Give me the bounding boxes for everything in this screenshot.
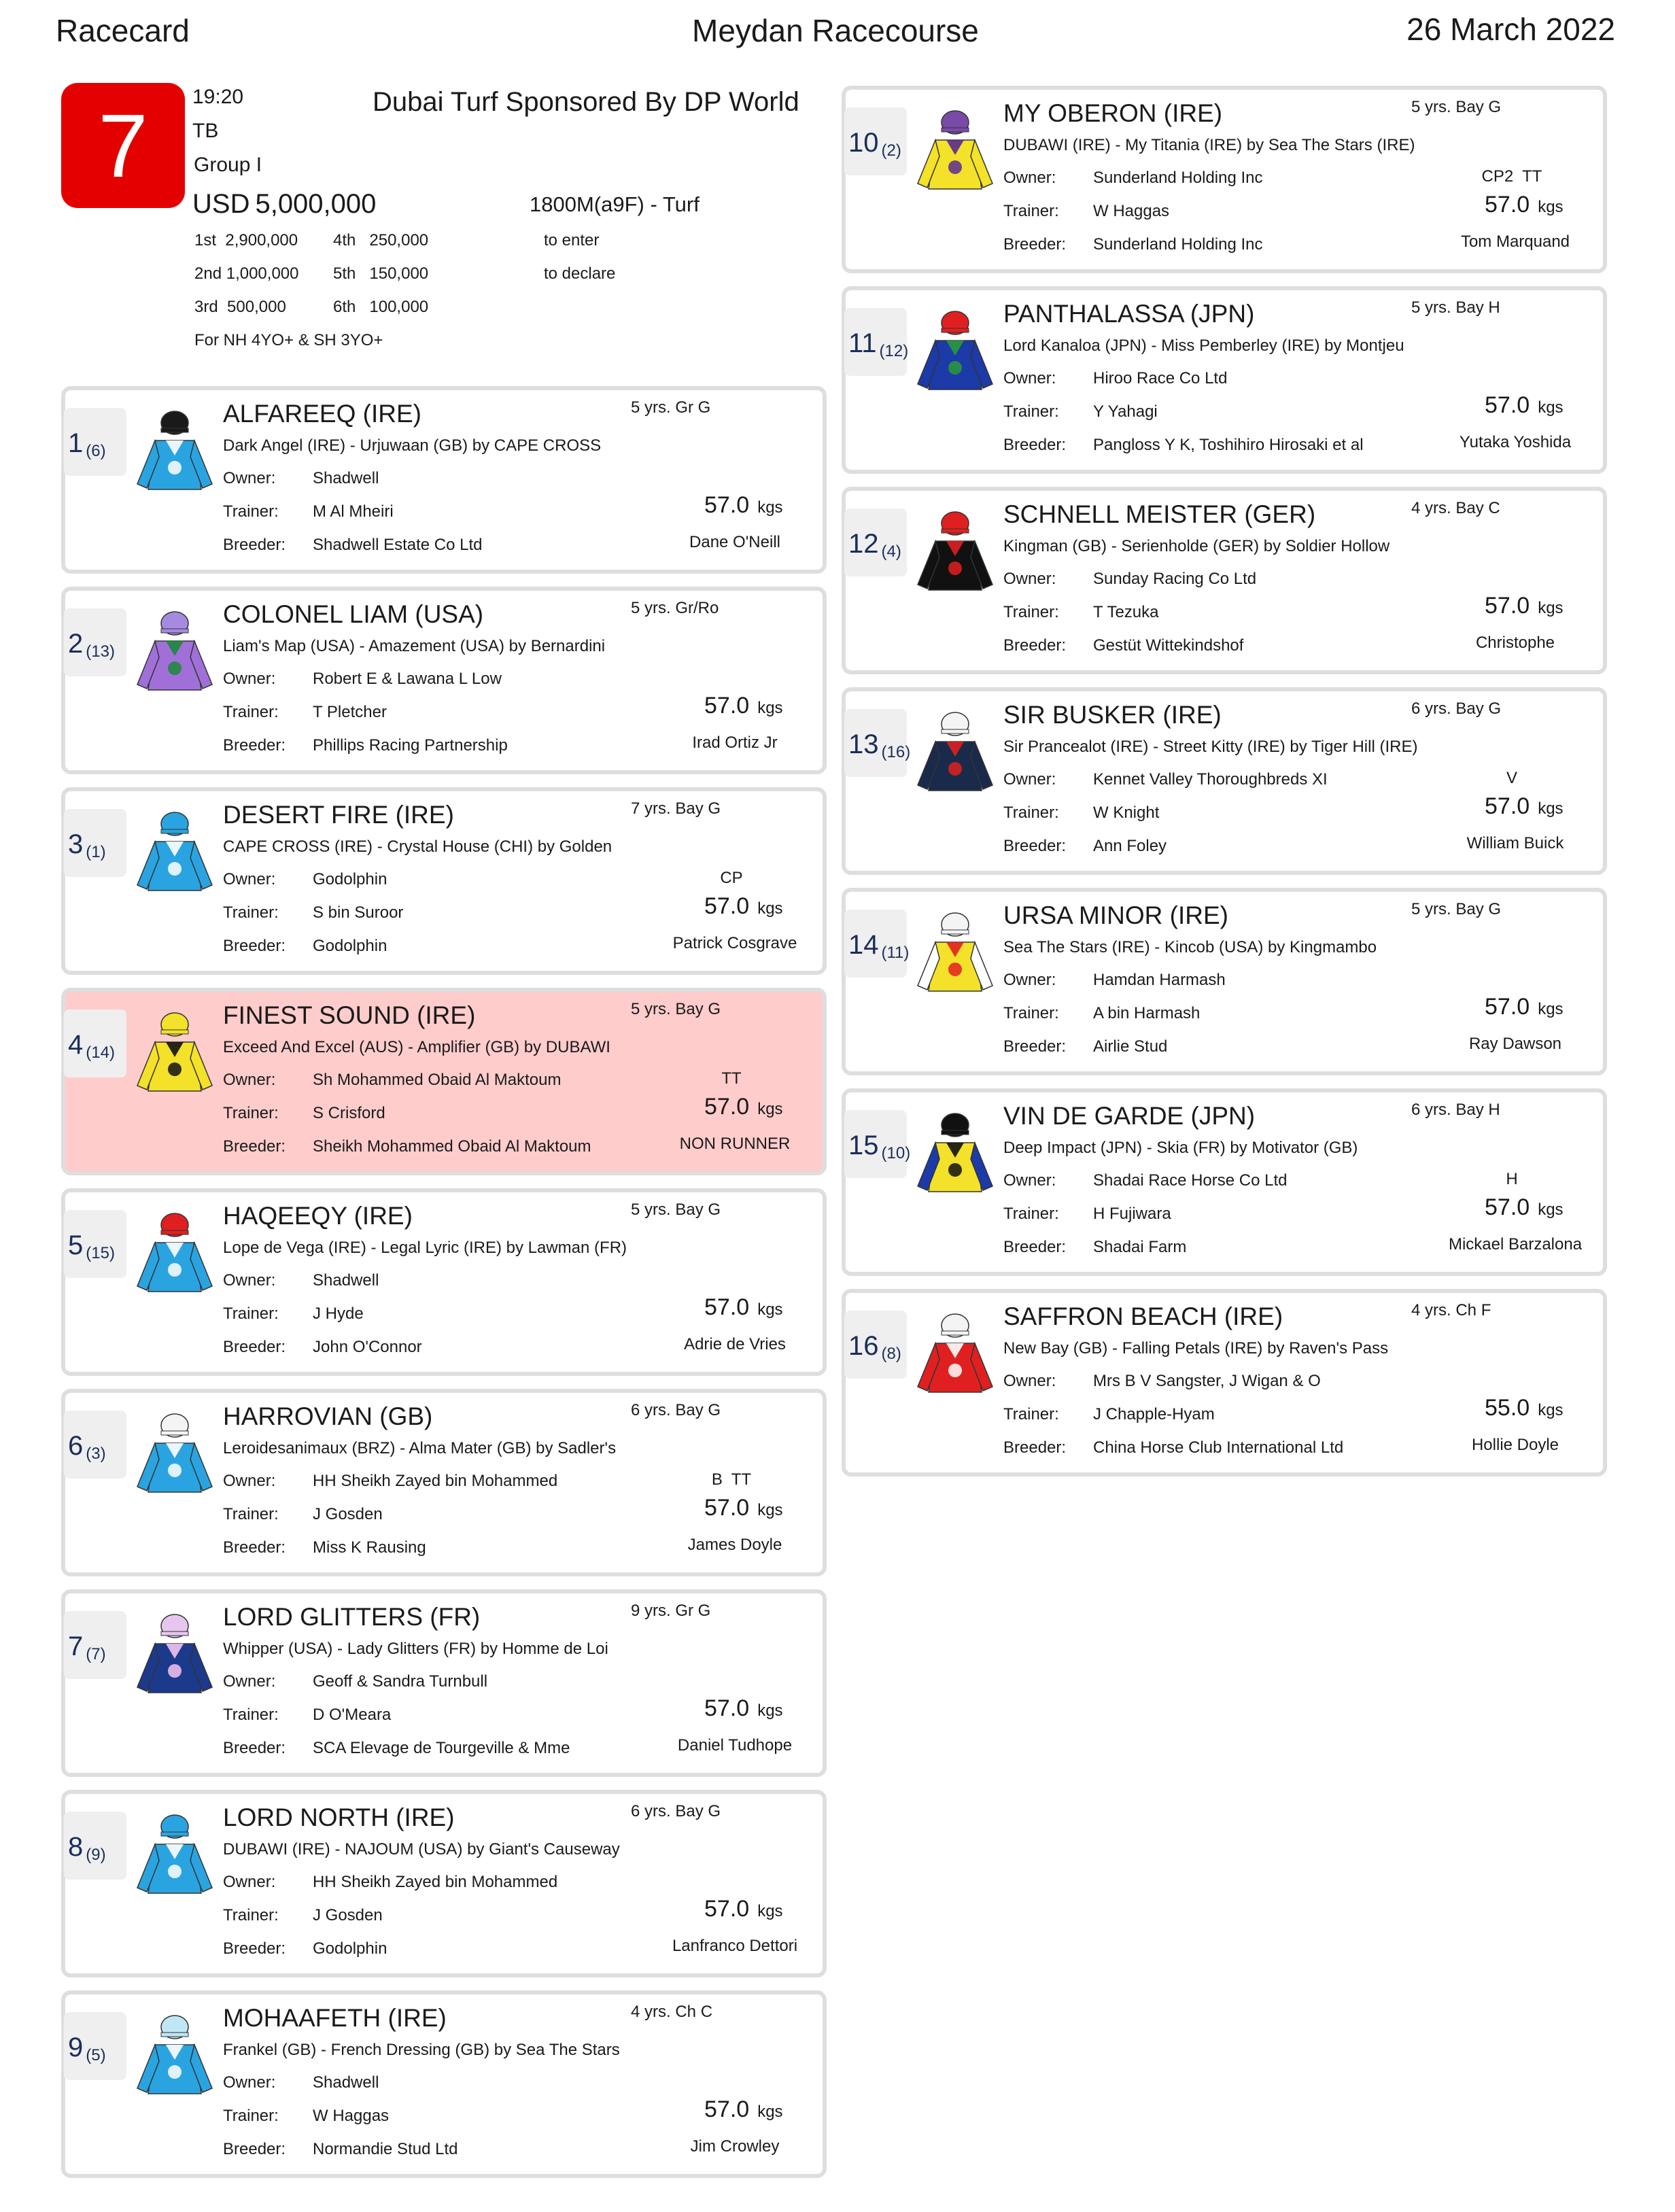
- horse-age-sex: 6 yrs. Bay G: [631, 1401, 721, 1419]
- draw-number: (3): [86, 1445, 106, 1463]
- runner-card[interactable]: [842, 1088, 1607, 1276]
- breeder-value: Gestüt Wittekindshof: [1093, 636, 1244, 655]
- weight: 57.0 kgs: [704, 2096, 783, 2122]
- weight: 57.0 kgs: [1485, 192, 1564, 218]
- jockey-silks-icon: [912, 709, 998, 808]
- horse-age-sex: 5 yrs. Gr G: [631, 398, 711, 417]
- owner-label: Owner:: [223, 870, 276, 888]
- jockey-name: Jim Crowley: [690, 2137, 780, 2156]
- draw-number: (2): [881, 141, 901, 160]
- weight-unit: kgs: [1538, 799, 1564, 818]
- pedigree: Liam's Map (USA) - Amazement (USA) by Bernardini: [223, 637, 606, 655]
- pedigree: Frankel (GB) - French Dressing (GB) by Sea The Stars: [223, 2041, 620, 2059]
- pedigree: Leroidesanimaux (BRZ) - Alma Mater (GB) by Sadler's: [223, 1439, 617, 1457]
- jockey-silks-icon: [132, 1009, 218, 1109]
- pedigree: Deep Impact (JPN) - Skia (FR) by Motivator (GB): [1003, 1139, 1358, 1157]
- breeder-label: Breeder:: [1003, 436, 1067, 454]
- prize-3: 3rd 500,000: [194, 298, 286, 316]
- owner-label: Owner:: [223, 1472, 276, 1490]
- breeder-value: Sheikh Mohammed Obaid Al Maktoum: [313, 1137, 591, 1156]
- jockey-name: Hollie Doyle: [1471, 1436, 1559, 1454]
- owner-value: Shadwell: [313, 2073, 379, 2092]
- racecard-title: Racecard: [56, 13, 190, 48]
- trainer-label: Trainer:: [1003, 1205, 1059, 1223]
- breeder-value: China Horse Club International Ltd: [1093, 1438, 1344, 1457]
- runner-card[interactable]: [61, 386, 827, 574]
- jockey-name: James Doyle: [687, 1536, 782, 1554]
- weight: 57.0 kgs: [1485, 593, 1564, 619]
- horse-name[interactable]: COLONEL LIAM (USA): [223, 600, 484, 628]
- runner-number: 12 $_{(4)}$: [848, 529, 901, 561]
- prize-6: 6th 100,000: [333, 298, 429, 316]
- weight: 55.0 kgs: [1485, 1395, 1564, 1421]
- race-purse: [192, 189, 376, 220]
- trainer-value: J Hyde: [313, 1304, 364, 1323]
- trainer-label: Trainer:: [223, 1505, 279, 1523]
- horse-name[interactable]: HAQEEQY (IRE): [223, 1202, 413, 1230]
- owner-label: Owner:: [223, 1873, 276, 1891]
- draw-number: (13): [86, 642, 115, 661]
- race-date: 26 March 2022: [1406, 12, 1615, 47]
- horse-age-sex: 6 yrs. Bay G: [1411, 699, 1502, 718]
- owner-label: Owner:: [1003, 1372, 1056, 1390]
- trainer-value: A bin Harmash: [1093, 1004, 1201, 1022]
- race-distance: 1800M(a9F) - Turf: [530, 192, 700, 216]
- breeder-value: Ann Foley: [1093, 837, 1167, 855]
- horse-name[interactable]: URSA MINOR (IRE): [1003, 901, 1228, 929]
- owner-value: Godolphin: [313, 870, 387, 888]
- horse-age-sex: 4 yrs. Ch C: [631, 2003, 713, 2021]
- pedigree: Kingman (GB) - Serienholde (GER) by Soldier Hollow: [1003, 537, 1390, 555]
- breeder-value: Airlie Stud: [1093, 1037, 1168, 1056]
- jockey-silks-icon: [912, 1110, 998, 1209]
- jockey-name: Lanfranco Dettori: [672, 1937, 798, 1955]
- breeder-value: John O'Connor: [313, 1338, 422, 1356]
- jockey-name: William Buick: [1466, 834, 1564, 852]
- jockey-name: Ray Dawson: [1468, 1035, 1562, 1053]
- jockey-name: Adrie de Vries: [684, 1335, 786, 1353]
- breeder-label: Breeder:: [1003, 235, 1067, 254]
- trainer-label: Trainer:: [223, 1706, 279, 1724]
- purse-amount: 5,000,000: [255, 189, 377, 219]
- runner-card[interactable]: [61, 988, 827, 1175]
- trainer-label: Trainer:: [223, 2107, 279, 2125]
- owner-label: Owner:: [1003, 1171, 1056, 1190]
- owner-value: Shadai Race Horse Co Ltd: [1093, 1171, 1288, 1190]
- owner-value: Shadwell: [313, 1271, 379, 1290]
- horse-age-sex: 5 yrs. Bay G: [631, 1000, 721, 1018]
- race-code: TB: [192, 120, 219, 142]
- weight: 57.0 kgs: [1485, 392, 1564, 418]
- breeder-value: Miss K Rausing: [313, 1538, 426, 1557]
- breeder-value: Normandie Stud Ltd: [313, 2140, 458, 2158]
- horse-age-sex: 4 yrs. Bay C: [1411, 499, 1500, 517]
- horse-age-sex: 9 yrs. Gr G: [631, 1602, 711, 1620]
- owner-label: Owner:: [223, 1271, 276, 1290]
- pedigree: Sea The Stars (IRE) - Kincob (USA) by Kingmambo: [1003, 938, 1377, 956]
- runner-card[interactable]: [842, 687, 1607, 875]
- breeder-value: Godolphin: [313, 937, 387, 955]
- weight: 57.0 kgs: [704, 492, 783, 518]
- pedigree: Sir Prancealot (IRE) - Street Kitty (IRE) by Tiger Hill (IRE): [1003, 738, 1418, 756]
- trainer-label: Trainer:: [223, 1104, 279, 1122]
- jockey-name: Patrick Cosgrave: [672, 934, 797, 952]
- racecourse-name: Meydan Racecourse: [692, 13, 979, 48]
- runner-number: 3 $_{(1)}$: [68, 829, 106, 861]
- owner-value: Geoff & Sandra Turnbull: [313, 1672, 488, 1691]
- owner-value: HH Sheikh Zayed bin Mohammed: [313, 1472, 558, 1490]
- jockey-silks-icon: [132, 1812, 218, 1911]
- jockey-name: Christophe: [1475, 634, 1555, 652]
- runner-number: 10 $_{(2)}$: [848, 128, 901, 160]
- breeder-value: Phillips Racing Partnership: [313, 736, 508, 755]
- runner-card[interactable]: [61, 1188, 827, 1376]
- runner-card[interactable]: [61, 587, 827, 774]
- breeder-label: Breeder:: [223, 1538, 286, 1557]
- horse-name[interactable]: MY OBERON (IRE): [1003, 99, 1223, 127]
- jockey-silks-icon: [912, 107, 998, 207]
- horse-age-sex: 5 yrs. Bay H: [1411, 298, 1500, 317]
- weight-unit: kgs: [1538, 1401, 1564, 1419]
- horse-name[interactable]: VIN DE GARDE (JPN): [1003, 1102, 1256, 1130]
- owner-value: Shadwell: [313, 469, 379, 487]
- breeder-value: Pangloss Y K, Toshihiro Hirosaki et al: [1093, 436, 1364, 454]
- weight-unit: kgs: [1538, 1000, 1564, 1018]
- trainer-label: Trainer:: [223, 903, 279, 922]
- horse-name[interactable]: LORD NORTH (IRE): [223, 1803, 455, 1831]
- breeder-label: Breeder:: [1003, 1238, 1067, 1256]
- weight: 57.0 kgs: [1485, 1194, 1564, 1220]
- horse-name[interactable]: SIR BUSKER (IRE): [1003, 701, 1222, 729]
- breeder-label: Breeder:: [223, 1137, 286, 1156]
- owner-label: Owner:: [223, 1672, 276, 1691]
- owner-label: Owner:: [223, 2073, 276, 2092]
- breeder-label: Breeder:: [223, 937, 286, 955]
- runner-card[interactable]: [842, 487, 1607, 674]
- draw-number: (5): [86, 2046, 106, 2064]
- runner-card[interactable]: [842, 888, 1607, 1075]
- horse-name[interactable]: ALFAREEQ (IRE): [223, 400, 421, 428]
- owner-value: HH Sheikh Zayed bin Mohammed: [313, 1873, 558, 1891]
- runner-card[interactable]: [61, 1990, 827, 2178]
- owner-value: Robert E & Lawana L Low: [313, 670, 502, 688]
- runner-number: 6 $_{(3)}$: [68, 1431, 106, 1463]
- draw-number: (4): [881, 542, 901, 561]
- jockey-silks-icon: [132, 408, 218, 507]
- weight-unit: kgs: [757, 2103, 783, 2121]
- jockey-silks-icon: [132, 608, 218, 708]
- breeder-value: Shadai Farm: [1093, 1238, 1187, 1256]
- runner-number: 9 $_{(5)}$: [68, 2033, 106, 2064]
- race-number-badge: 7: [61, 83, 185, 208]
- horse-age-sex: 5 yrs. Bay G: [1411, 900, 1502, 918]
- runner-number: 2 $_{(13)}$: [68, 629, 115, 661]
- horse-age-sex: 5 yrs. Bay G: [1411, 98, 1502, 116]
- weight-unit: kgs: [757, 1701, 783, 1720]
- draw-number: (12): [879, 342, 909, 360]
- runner-card[interactable]: [61, 1790, 827, 1977]
- runner-number: 4 $_{(14)}$: [68, 1030, 115, 1062]
- draw-number: (7): [86, 1645, 106, 1663]
- horse-name[interactable]: LORD GLITTERS (FR): [223, 1603, 481, 1631]
- jockey-name: NON RUNNER: [679, 1135, 791, 1153]
- pedigree: Whipper (USA) - Lady Glitters (FR) by Homme de Loi: [223, 1640, 608, 1658]
- owner-value: Sunderland Holding Inc: [1093, 169, 1263, 187]
- weight: 57.0 kgs: [704, 1896, 783, 1922]
- trainer-value: W Knight: [1093, 803, 1160, 822]
- trainer-value: S bin Suroor: [313, 903, 404, 922]
- horse-name[interactable]: FINEST SOUND (IRE): [223, 1001, 476, 1029]
- owner-value: Mrs B V Sangster, J Wigan & O: [1093, 1372, 1321, 1390]
- owner-label: Owner:: [1003, 971, 1056, 989]
- trainer-label: Trainer:: [1003, 803, 1059, 822]
- trainer-value: T Pletcher: [313, 703, 387, 721]
- weight-unit: kgs: [757, 1902, 783, 1920]
- breeder-label: Breeder:: [223, 1939, 286, 1958]
- jockey-name: Dane O'Neill: [689, 533, 780, 551]
- pedigree: Lord Kanaloa (JPN) - Miss Pemberley (IRE) by Montjeu: [1003, 336, 1404, 355]
- trainer-value: Y Yahagi: [1093, 402, 1158, 421]
- trainer-value: T Tezuka: [1093, 603, 1159, 621]
- runner-card[interactable]: [61, 1389, 827, 1576]
- pedigree: Exceed And Excel (AUS) - Amplifier (GB) by DUBAWI: [223, 1038, 610, 1056]
- owner-label: Owner:: [1003, 770, 1056, 789]
- to-declare: to declare: [544, 264, 616, 283]
- draw-number: (15): [86, 1244, 115, 1262]
- weight-unit: kgs: [1538, 198, 1564, 216]
- runner-card[interactable]: [61, 787, 827, 975]
- owner-value: Hamdan Harmash: [1093, 971, 1226, 989]
- breeder-label: Breeder:: [1003, 1037, 1067, 1056]
- trainer-value: D O'Meara: [313, 1706, 392, 1724]
- horse-age-sex: 4 yrs. Ch F: [1411, 1301, 1491, 1319]
- race-conditions: For NH 4YO+ & SH 3YO+: [194, 331, 383, 349]
- owner-label: Owner:: [1003, 570, 1056, 588]
- horse-name[interactable]: SAFFRON BEACH (IRE): [1003, 1302, 1283, 1330]
- horse-age-sex: 7 yrs. Bay G: [631, 799, 721, 818]
- trainer-label: Trainer:: [1003, 202, 1059, 220]
- owner-label: Owner:: [223, 469, 276, 487]
- draw-number: (9): [86, 1846, 106, 1864]
- runner-number: 5 $_{(15)}$: [68, 1230, 115, 1262]
- horse-name[interactable]: MOHAAFETH (IRE): [223, 2004, 447, 2032]
- jockey-name: Yutaka Yoshida: [1459, 433, 1572, 451]
- jockey-name: Tom Marquand: [1460, 232, 1570, 251]
- breeder-value: SCA Elevage de Tourgeville & Mme: [313, 1739, 570, 1757]
- draw-number: (16): [881, 743, 911, 761]
- trainer-value: S Crisford: [313, 1104, 385, 1122]
- trainer-label: Trainer:: [1003, 1004, 1059, 1022]
- runner-number: 13 $_{(16)}$: [848, 729, 911, 761]
- race-name: Dubai Turf Sponsored By DP World: [373, 87, 799, 117]
- breeder-label: Breeder:: [223, 536, 286, 554]
- trainer-value: M Al Mheiri: [313, 502, 394, 521]
- horse-age-sex: 5 yrs. Gr/Ro: [631, 599, 719, 617]
- weight-unit: kgs: [757, 1100, 783, 1118]
- weight: 57.0 kgs: [704, 1294, 783, 1320]
- breeder-label: Breeder:: [1003, 636, 1067, 655]
- runner-number: 8 $_{(9)}$: [68, 1832, 106, 1864]
- equipment: V: [1506, 769, 1517, 787]
- trainer-label: Trainer:: [1003, 603, 1059, 621]
- trainer-label: Trainer:: [223, 703, 279, 721]
- breeder-label: Breeder:: [223, 1739, 286, 1757]
- race-group: Group I: [194, 154, 262, 176]
- weight-unit: kgs: [1538, 1200, 1564, 1219]
- draw-number: (10): [881, 1144, 911, 1162]
- equipment: B TT: [711, 1470, 752, 1489]
- weight-unit: kgs: [757, 1501, 783, 1519]
- breeder-label: Breeder:: [223, 736, 286, 755]
- prize-1: 1st 2,900,000: [194, 231, 298, 249]
- weight-unit: kgs: [757, 899, 783, 918]
- owner-value: Sunday Racing Co Ltd: [1093, 570, 1257, 588]
- pedigree: DUBAWI (IRE) - NAJOUM (USA) by Giant's Causeway: [223, 1840, 620, 1859]
- jockey-silks-icon: [912, 1311, 998, 1410]
- equipment: CP2 TT: [1481, 167, 1542, 186]
- equipment: CP: [720, 869, 743, 887]
- jockey-silks-icon: [912, 508, 998, 608]
- weight: 57.0 kgs: [704, 1695, 783, 1721]
- weight: 57.0 kgs: [704, 893, 783, 919]
- jockey-silks-icon: [912, 308, 998, 407]
- horse-name[interactable]: PANTHALASSA (JPN): [1003, 300, 1255, 328]
- weight: 57.0 kgs: [704, 693, 783, 719]
- horse-name[interactable]: DESERT FIRE (IRE): [223, 801, 454, 829]
- breeder-value: Godolphin: [313, 1939, 387, 1958]
- jockey-silks-icon: [132, 1611, 218, 1710]
- horse-name[interactable]: SCHNELL MEISTER (GER): [1003, 500, 1316, 528]
- trainer-label: Trainer:: [223, 1906, 279, 1924]
- trainer-value: J Chapple-Hyam: [1093, 1405, 1215, 1423]
- trainer-value: W Haggas: [1093, 202, 1170, 220]
- weight-unit: kgs: [757, 1300, 783, 1319]
- breeder-value: Sunderland Holding Inc: [1093, 235, 1263, 254]
- owner-value: Sh Mohammed Obaid Al Maktoum: [313, 1071, 562, 1089]
- jockey-silks-icon: [132, 1411, 218, 1510]
- trainer-label: Trainer:: [223, 1304, 279, 1323]
- jockey-silks-icon: [132, 2012, 218, 2111]
- breeder-label: Breeder:: [1003, 837, 1067, 855]
- jockey-silks-icon: [132, 1210, 218, 1309]
- horse-age-sex: 5 yrs. Bay G: [631, 1200, 721, 1219]
- horse-age-sex: 6 yrs. Bay H: [1411, 1101, 1500, 1119]
- race-time: 19:20: [192, 86, 244, 108]
- jockey-silks-icon: [132, 809, 218, 908]
- weight-unit: kgs: [1538, 599, 1564, 617]
- trainer-value: J Gosden: [313, 1505, 383, 1523]
- pedigree: CAPE CROSS (IRE) - Crystal House (CHI) by Golden: [223, 837, 612, 856]
- owner-label: Owner:: [1003, 169, 1056, 187]
- weight: 57.0 kgs: [704, 1094, 783, 1120]
- draw-number: (11): [881, 944, 910, 962]
- draw-number: (1): [86, 843, 106, 861]
- jockey-name: Mickael Barzalona: [1448, 1235, 1583, 1254]
- pedigree: Dark Angel (IRE) - Urjuwaan (GB) by CAPE CROSS: [223, 436, 602, 455]
- jockey-name: Irad Ortiz Jr: [692, 733, 778, 752]
- prize-2: 2nd 1,000,000: [194, 264, 299, 283]
- equipment: H: [1506, 1170, 1518, 1188]
- runner-card[interactable]: [61, 1589, 827, 1777]
- horse-name[interactable]: HARROVIAN (GB): [223, 1402, 433, 1430]
- breeder-label: Breeder:: [223, 2140, 286, 2158]
- runner-number: 11 $_{(12)}$: [848, 328, 909, 360]
- runner-number: 1 $_{(6)}$: [68, 428, 106, 460]
- pedigree: DUBAWI (IRE) - My Titania (IRE) by Sea The Stars (IRE): [1003, 136, 1415, 154]
- weight: 57.0 kgs: [1485, 994, 1564, 1020]
- purse-currency: USD: [192, 189, 250, 219]
- runner-number: 7 $_{(7)}$: [68, 1631, 106, 1663]
- weight: 57.0 kgs: [704, 1495, 783, 1521]
- weight: 57.0 kgs: [1485, 793, 1564, 819]
- draw-number: (14): [86, 1043, 115, 1062]
- draw-number: (6): [86, 442, 106, 460]
- breeder-label: Breeder:: [1003, 1438, 1067, 1457]
- breeder-value: Shadwell Estate Co Ltd: [313, 536, 483, 554]
- trainer-label: Trainer:: [223, 502, 279, 521]
- owner-value: Kennet Valley Thoroughbreds XI: [1093, 770, 1328, 789]
- prize-4: 4th 250,000: [333, 231, 429, 249]
- runner-card[interactable]: [842, 286, 1607, 474]
- horse-age-sex: 6 yrs. Bay G: [631, 1802, 721, 1820]
- runner-number: 16 $_{(8)}$: [848, 1331, 901, 1363]
- to-enter: to enter: [544, 231, 600, 249]
- owner-value: Hiroo Race Co Ltd: [1093, 369, 1228, 387]
- owner-label: Owner:: [1003, 369, 1056, 387]
- pedigree: Lope de Vega (IRE) - Legal Lyric (IRE) by Lawman (FR): [223, 1239, 627, 1257]
- owner-label: Owner:: [223, 670, 276, 688]
- trainer-value: H Fujiwara: [1093, 1205, 1171, 1223]
- prize-5: 5th 150,000: [333, 264, 429, 283]
- jockey-silks-icon: [912, 910, 998, 1009]
- runner-card[interactable]: [842, 86, 1607, 273]
- runner-card[interactable]: [842, 1289, 1607, 1476]
- runner-number: 14 $_{(11)}$: [848, 930, 910, 962]
- trainer-label: Trainer:: [1003, 1405, 1059, 1423]
- weight-unit: kgs: [1538, 398, 1564, 417]
- jockey-name: Daniel Tudhope: [677, 1736, 793, 1755]
- trainer-value: J Gosden: [313, 1906, 383, 1924]
- draw-number: (8): [881, 1345, 901, 1363]
- pedigree: New Bay (GB) - Falling Petals (IRE) by Raven's Pass: [1003, 1339, 1389, 1358]
- runner-number: 15 $_{(10)}$: [848, 1130, 911, 1162]
- owner-label: Owner:: [223, 1071, 276, 1089]
- trainer-label: Trainer:: [1003, 402, 1059, 421]
- equipment: TT: [721, 1069, 742, 1088]
- breeder-label: Breeder:: [223, 1338, 286, 1356]
- trainer-value: W Haggas: [313, 2107, 390, 2125]
- weight-unit: kgs: [757, 699, 783, 717]
- weight-unit: kgs: [757, 498, 783, 517]
